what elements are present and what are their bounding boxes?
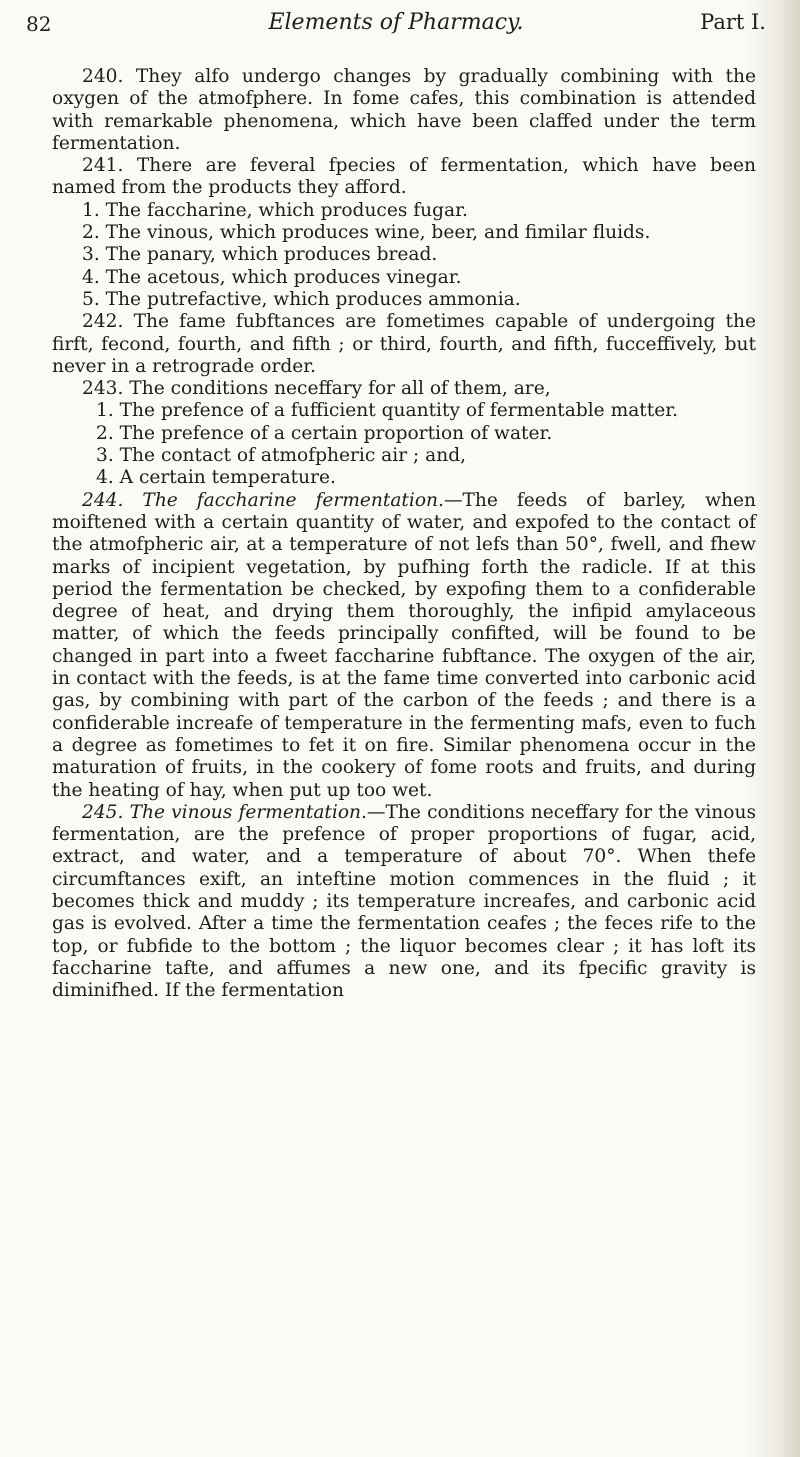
paragraph-244-body: —The feeds of barley, when moiftened with a certain quantity of water, and expofed to the contact of the atmofpheric air, at a temperature of not lefs than 50°, fwell, and fhew marks of incipient vegetation, by pufhing forth the radicle. If at this period the fermentation be checked, by expofing them to a confiderable degree of heat, and drying them thoroughly, the infipid amylaceous matter, of which the feeds principally confifted, will be found to be changed in part into a fweet faccharine fubftance. The oxygen of the air, in contact with the feeds, is at the fame time converted into carbonic acid gas, by combining with part of the carbon of the feeds ; and there is a confiderable increafe of temperature in the fermenting mafs, even to fuch a degree as fometimes to fet it on fire. Similar phenomena occur in the maturation of fruits, in the cookery of fome roots and fruits, and during the heating of hay, when put up too wet. [52,489,757,801]
paragraph-245-body: —The conditions neceffary for the vinous fermentation, are the prefence of proper proportions of fugar, acid, extract, and water, and a temperature of about 70°. When thefe circumftances exift, an inteftine motion commences in the fluid ; it becomes thick and muddy ; its temperature increafes, and carbonic acid gas is evolved. After a time the fermentation ceafes ; the feces rife to the top, or fubfide to the bottom ; the liquor becomes clear ; it has loft its faccharine tafte, and affumes a new one, and its fpecific gravity is diminifhed. If the fermentation [52,801,756,1002]
list-item: 4. The acetous, which produces vinegar. [82,266,462,288]
list-item: 1. The prefence of a fufficient quantity of fermentable matter. [96,400,678,422]
paragraph-242: 242. The fame fubftances are fometimes capable of undergoing the firft, fecond, fourth, and fifth ; or third, fourth, and fifth, fucceffively, but never in a retrograde order. [52,311,756,377]
paragraph-240: 240. They alfo undergo changes by gradually combining with the oxygen of the atmofphere. In fome cafes, this combination is attended with remarkable phenomena, which have been claffed under the term fermentation. [52,66,756,154]
section-heading-saccharine: 244. The faccharine fermentation. [82,489,444,511]
list-item: 2. The prefence of a certain proportion of water. [96,422,553,444]
body-text [52,66,756,1002]
list-item: 2. The vinous, which produces wine, beer, and fimilar fluids. [82,222,651,244]
section-heading-vinous: 245. The vinous fermentation. [82,801,367,823]
list-item: 1. The faccharine, which produces fugar. [82,199,468,221]
page-number: 82 [26,12,52,36]
paragraph-241: 241. There are feveral fpecies of fermentation, which have been named from the products they afford. [52,155,756,199]
list-item: 4. A certain temperature. [96,467,336,489]
part-label: Part I. [700,10,766,34]
list-item: 3. The panary, which produces bread. [82,244,438,266]
running-title: Elements of Pharmacy. [268,10,524,35]
page-header [26,6,766,46]
list-item: 3. The contact of atmofpheric air ; and, [96,445,467,467]
paragraph-244 [52,490,756,802]
paragraph-245 [52,802,756,1003]
list-item: 5. The putrefactive, which produces ammonia. [82,288,521,310]
paragraph-243: 243. The conditions neceffary for all of them, are, [82,378,551,400]
